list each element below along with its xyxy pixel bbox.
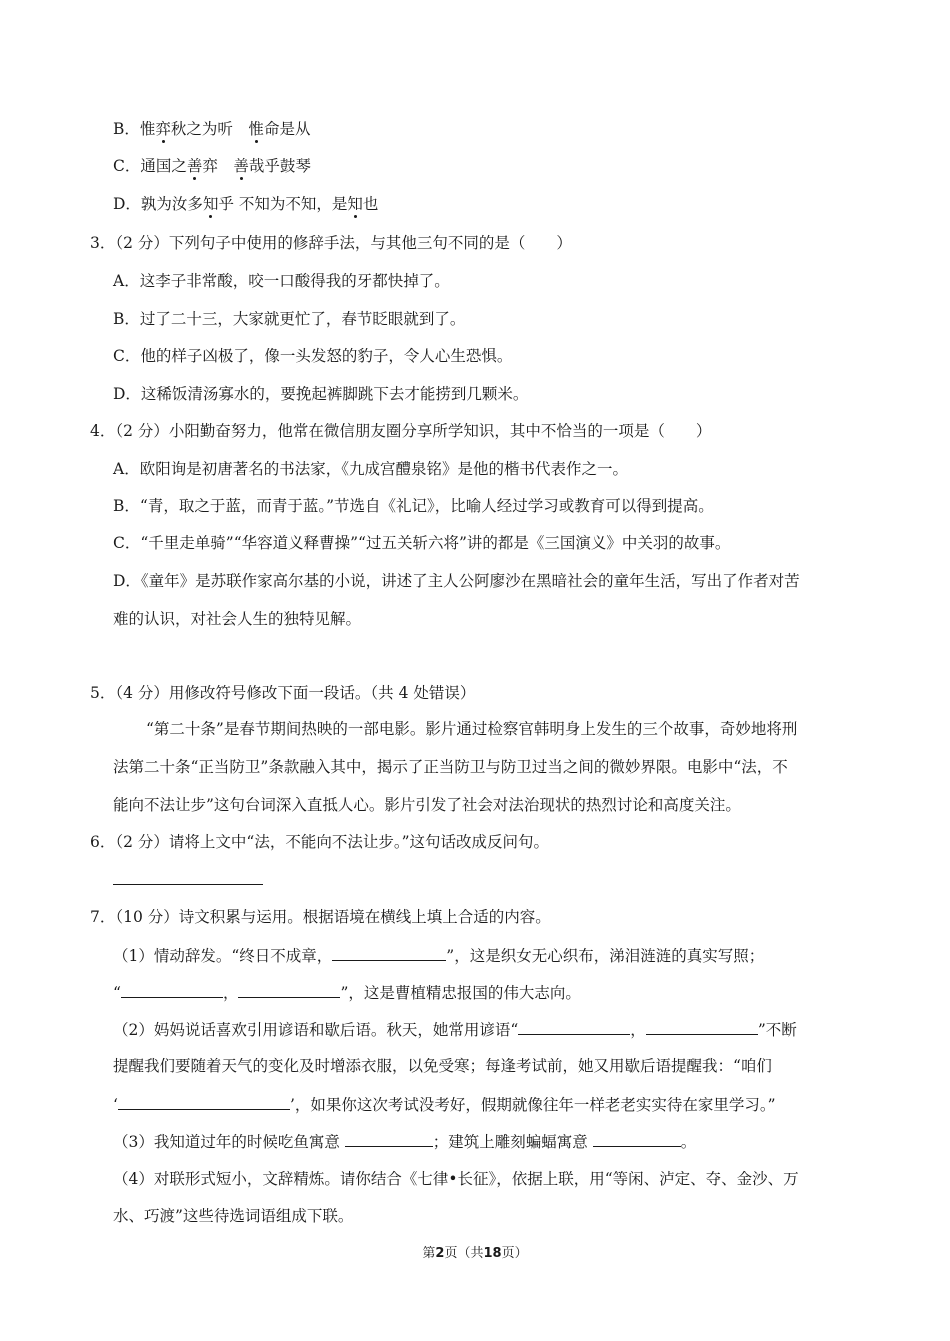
text: ‘ [113, 1096, 118, 1114]
text: 页） [501, 1246, 528, 1261]
text: ， [222, 984, 239, 1002]
answer-blank[interactable] [121, 982, 223, 998]
answer-blank[interactable] [238, 982, 340, 998]
q7-sub2-line3 [113, 1094, 776, 1115]
q7-sub4-line2: 水、巧渡”这些待选词语组成下联。 [113, 1207, 354, 1225]
q6-answer-line[interactable] [113, 869, 263, 890]
answer-blank[interactable] [345, 1131, 433, 1147]
answer-blank[interactable] [113, 869, 263, 885]
text: 哉乎鼓琴 [248, 157, 311, 175]
emphasis-char: 善 [233, 157, 249, 175]
text: ；建筑上雕刻蝙蝠寓意 [432, 1133, 593, 1151]
text: 第 [422, 1246, 436, 1261]
page-footer [0, 1242, 950, 1261]
text: 也 [362, 195, 379, 213]
text: ”，这是曹植精忠报国的伟大志向。 [340, 984, 581, 1002]
text: 弈 [202, 157, 234, 175]
text: （3）我知道过年的时候吃鱼寓意 [113, 1133, 345, 1151]
q2-option-b [113, 119, 310, 139]
emphasis-char: 善 [186, 157, 203, 175]
text: 。 [680, 1133, 697, 1151]
text: ， [630, 1021, 646, 1039]
q4-option-d-line1: D．《童年》是苏联作家高尔基的小说，讲述了主人公阿廖沙在黑暗社会的童年生活，写出了作者对苦 [113, 572, 800, 590]
q7-sub2-line1 [113, 1019, 797, 1040]
q7-sub2-line2: 提醒我们要随着天气的变化及时增添衣服，以免受寒；每逢考试前，她又用歇后语提醒我：“咱们 [113, 1057, 772, 1075]
text: “ [113, 984, 121, 1002]
q7-stem: 7．（10 分）诗文积累与运用。根据语境在横线上填上合适的内容。 [90, 908, 551, 926]
q7-sub1-line1 [113, 945, 764, 966]
q4-stem: 4．（2 分）小阳勤奋努力，他常在微信朋友圈分享所学知识，其中不恰当的一项是（ ） [90, 422, 712, 440]
emphasis-char: 弈 [155, 120, 171, 138]
text: 页（共 [444, 1246, 484, 1261]
text: B．惟 [113, 120, 156, 138]
emphasis-char: 知 [202, 195, 219, 213]
q5-passage-line2: 法第二十条“正当防卫”条款融入其中，揭示了正当防卫与防卫过当之间的微妙界限。电影中“法，不 [113, 758, 788, 776]
text: 秋之为听 [170, 120, 249, 138]
answer-blank[interactable] [593, 1131, 681, 1147]
q3-option-c: C．他的样子凶极了，像一头发怒的豹子，令人心生恐惧。 [113, 347, 513, 365]
text: C．通国之 [113, 157, 187, 175]
q3-option-b: B．过了二十三，大家就更忙了，春节眨眼就到了。 [113, 310, 466, 328]
q7-sub1-line2 [113, 982, 581, 1003]
q7-sub4-line1: （4）对联形式短小，文辞精炼。请你结合《七律•长征》，依据上联，用“等闲、泸定、夺、金沙、万 [113, 1170, 799, 1188]
q5-passage-line3: 能向不法让步”这句台词深入直抵人心。影片引发了社会对法治现状的热烈讨论和高度关注。 [113, 796, 741, 814]
q4-option-b: B．“青，取之于蓝，而青于蓝。”节选自《礼记》，比喻人经过学习或教育可以得到提高。 [113, 497, 714, 515]
q4-option-a: A．欧阳询是初唐著名的书法家，《九成宫醴泉铭》是他的楷书代表作之一。 [113, 460, 628, 478]
q4-option-d-line2: 难的认识，对社会人生的独特见解。 [113, 610, 362, 628]
q6-stem: 6．（2 分）请将上文中“法，不能向不法让步。”这句话改成反问句。 [90, 833, 550, 851]
text: （2）妈妈说话喜欢引用谚语和歇后语。秋天，她常用谚语“ [113, 1021, 519, 1039]
q5-stem: 5．（4 分）用修改符号修改下面一段话。（共 4 处错误） [90, 684, 476, 702]
page-number: 2 [435, 1246, 445, 1261]
text: ’，如果你这次考试没考好，假期就像往年一样老老实实待在家里学习。” [289, 1096, 776, 1114]
q3-option-d: D．这稀饭清汤寡水的，要挽起裤脚跳下去才能捞到几颗米。 [113, 385, 529, 403]
q7-sub3 [113, 1131, 696, 1152]
q3-stem: 3．（2 分）下列句子中使用的修辞手法，与其他三句不同的是（ ） [90, 234, 572, 252]
emphasis-char: 知 [347, 195, 363, 213]
total-pages: 18 [483, 1246, 502, 1261]
emphasis-char: 惟 [248, 120, 264, 138]
q2-option-d [113, 194, 378, 214]
q2-option-c [113, 156, 311, 176]
answer-blank[interactable] [118, 1094, 290, 1110]
answer-blank[interactable] [518, 1019, 630, 1035]
answer-blank[interactable] [646, 1019, 758, 1035]
q4-option-c: C．“千里走单骑”“华容道义释曹操”“过五关斩六将”讲的都是《三国演义》中关羽的故事。 [113, 534, 731, 552]
text: 乎 不知为不知，是 [218, 195, 348, 213]
q5-passage-line1: “第二十条”是春节期间热映的一部电影。影片通过检察官韩明身上发生的三个故事，奇妙地将刑 [146, 720, 798, 738]
text: ”，这是织女无心织布，涕泪涟涟的真实写照； [446, 947, 765, 965]
text: 命是从 [263, 120, 311, 138]
text: （1）情动辞发。“终日不成章， [113, 947, 333, 965]
q3-option-a: A．这李子非常酸，咬一口酸得我的牙都快掉了。 [113, 272, 450, 290]
answer-blank[interactable] [332, 945, 446, 961]
text: D．孰为汝多 [113, 195, 203, 213]
text: ”不断 [757, 1021, 797, 1039]
